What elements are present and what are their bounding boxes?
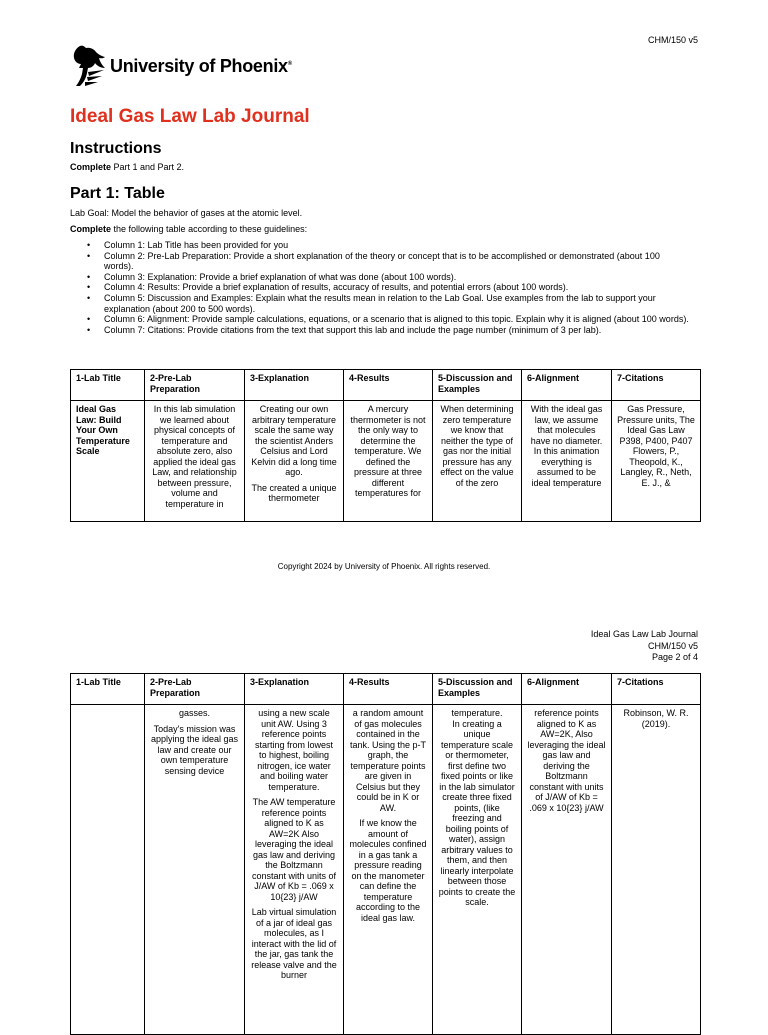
guideline-item: • Column 1: Lab Title has been provided for you [70,240,690,251]
results-para: If we know the amount of molecules confined in a gas tank a pressure reading on the manometer can define the temperature according to the ideal gas law. [349,818,427,923]
part1-heading: Part 1: Table [70,185,165,202]
university-logo [70,44,292,88]
cell-alignment: With the ideal gas law, we assume that molecules have no diameter. In this animation everything is assumed to be ideal temperature [522,401,612,522]
header-alignment: 6-Alignment [522,674,612,705]
cell-citations: Robinson, W. R. (2019). [612,705,701,1035]
header-prelab: 2-Pre-Lab Preparation [145,674,245,705]
header-citations: 7-Citations [612,674,701,705]
page-number: Page 2 of 4 [651,652,698,662]
discussion-para: In creating a unique temperature scale or thermometer, first define two fixed points or like in the lab simulator create three fixed points, (like freezing and boiling points of water), assign arbitrary values to them, and then linearly interpolate between those points to create the scale. [438,718,516,907]
page2-header [591,629,698,664]
cell-discussion: When determining zero temperature we know that neither the type of gas nor the initial pressure has any effect on the value of the zero [433,401,522,522]
complete-bold: Complete [70,224,112,234]
explanation-para: Lab virtual simulation of a jar of ideal gas molecules, as I interact with the lid of the jar, gas tank the release valve and the burner [251,907,337,980]
page2-course-code: CHM/150 v5 [647,640,698,651]
course-code: CHM/150 v5 [647,35,698,45]
cell-explanation [245,401,344,522]
guideline-item: • Column 5: Discussion and Examples: Explain what the results mean in relation to the Lab Goal. Use examples from the lab to support your explanation (about 200 to 500 words). [70,293,690,314]
cell-explanation [245,705,344,1035]
header-explanation: 3-Explanation [245,674,344,705]
cell-prelab [145,705,245,1035]
phoenix-bird-icon [70,44,106,88]
header-alignment: 6-Alignment [522,370,612,401]
cell-results: A mercury thermometer is not the only way to determine the temperature. We defined the pressure at three different temperatures for [344,401,433,522]
lab-table-page1 [70,369,701,522]
page2-doc-title: Ideal Gas Law Lab Journal [590,629,698,639]
registered-mark: ® [287,60,292,67]
instructions-text [70,162,184,172]
prelab-para: gasses. [178,708,211,718]
table-row [71,401,701,522]
table-header-row [71,674,701,705]
lab-goal: Lab Goal: Model the behavior of gases at the atomic level. [70,208,303,218]
header-results: 4-Results [344,674,433,705]
cell-lab-title [71,705,145,1035]
instructions-heading: Instructions [70,140,162,157]
explanation-para: The created a unique thermometer [251,482,337,503]
cell-discussion [433,705,522,1035]
header-lab-title: 1-Lab Title [71,370,145,401]
cell-lab-title: Ideal Gas Law: Build Your Own Temperature Scale [71,401,145,522]
complete-body: the following table according to these guidelines: [111,224,308,234]
guideline-item: • Column 2: Pre-Lab Preparation: Provide a short explanation of the theory or concept that is to be accomplished or demonstrated (about 100 words). [70,251,690,272]
instructions-body: Part 1 and Part 2. [111,162,185,172]
document-title: Ideal Gas Law Lab Journal [70,106,310,127]
header-citations: 7-Citations [612,370,701,401]
cell-alignment: reference points aligned to K as AW=2K, Also leveraging the ideal gas law and deriving the Boltzmann constant with units of J/AW of Kb = .069 x 10{23} j/AW [522,705,612,1035]
table-row [71,705,701,1035]
header-discussion: 5-Discussion and Examples [433,674,522,705]
instructions-bold: Complete [70,162,112,172]
copyright-footer: Copyright 2024 by University of Phoenix. All rights reserved. [277,562,491,571]
prelab-para: Today's mission was applying the ideal gas law and create our own temperature sensing device [150,723,239,776]
header-prelab: 2-Pre-Lab Preparation [145,370,245,401]
discussion-para: temperature. [451,708,503,718]
cell-results [344,705,433,1035]
guideline-item: • Column 3: Explanation: Provide a brief explanation of what was done (about 100 words). [70,272,690,283]
guideline-item: • Column 6: Alignment: Provide sample calculations, equations, or a scenario that is aligned to this topic. Explain why it is aligned (about 100 words). [70,314,690,325]
table-header-row [71,370,701,401]
header-explanation: 3-Explanation [245,370,344,401]
header-discussion: 5-Discussion and Examples [433,370,522,401]
header-lab-title: 1-Lab Title [71,674,145,705]
guideline-item: • Column 7: Citations: Provide citations from the text that support this lab and include the page number (minimum of 3 per lab). [70,325,690,336]
header-results: 4-Results [344,370,433,401]
cell-citations: Gas Pressure, Pressure units, The Ideal Gas Law P398, P400, P407 Flowers, P., Theopold, K., Langley, R., Neth, E. J., & [612,401,701,522]
lab-table-page2 [70,673,701,1035]
logo-text: University of Phoenix [110,55,288,76]
complete-instruction [70,224,307,234]
results-para: a random amount of gas molecules contained in the tank. Using the p-T graph, the temperature points are given in Celsius but they could be in K or AW. [349,708,427,813]
guideline-item: • Column 4: Results: Provide a brief explanation of results, accuracy of results, and potential errors (about 100 words). [70,282,690,293]
cell-prelab: In this lab simulation we learned about physical concepts of temperature and absolute zero, also applied the ideal gas Law, and relationship between pressure, volume and temperature in [145,401,245,522]
explanation-para: The AW temperature reference points aligned to K as AW=2K Also leveraging the ideal gas law and deriving the Boltzmann constant with units of J/AW of Kb = .069 x 10{23} j/AW [251,797,337,902]
explanation-para: Creating our own arbitrary temperature scale the same way the scientist Anders Celsius and Lord Kelvin did a long time ago. [251,404,337,477]
guidelines-list [70,240,690,335]
explanation-para: using a new scale unit AW. Using 3 reference points starting from lowest to highest, boiling nitrogen, ice water and boiling water temperature. [254,708,334,792]
